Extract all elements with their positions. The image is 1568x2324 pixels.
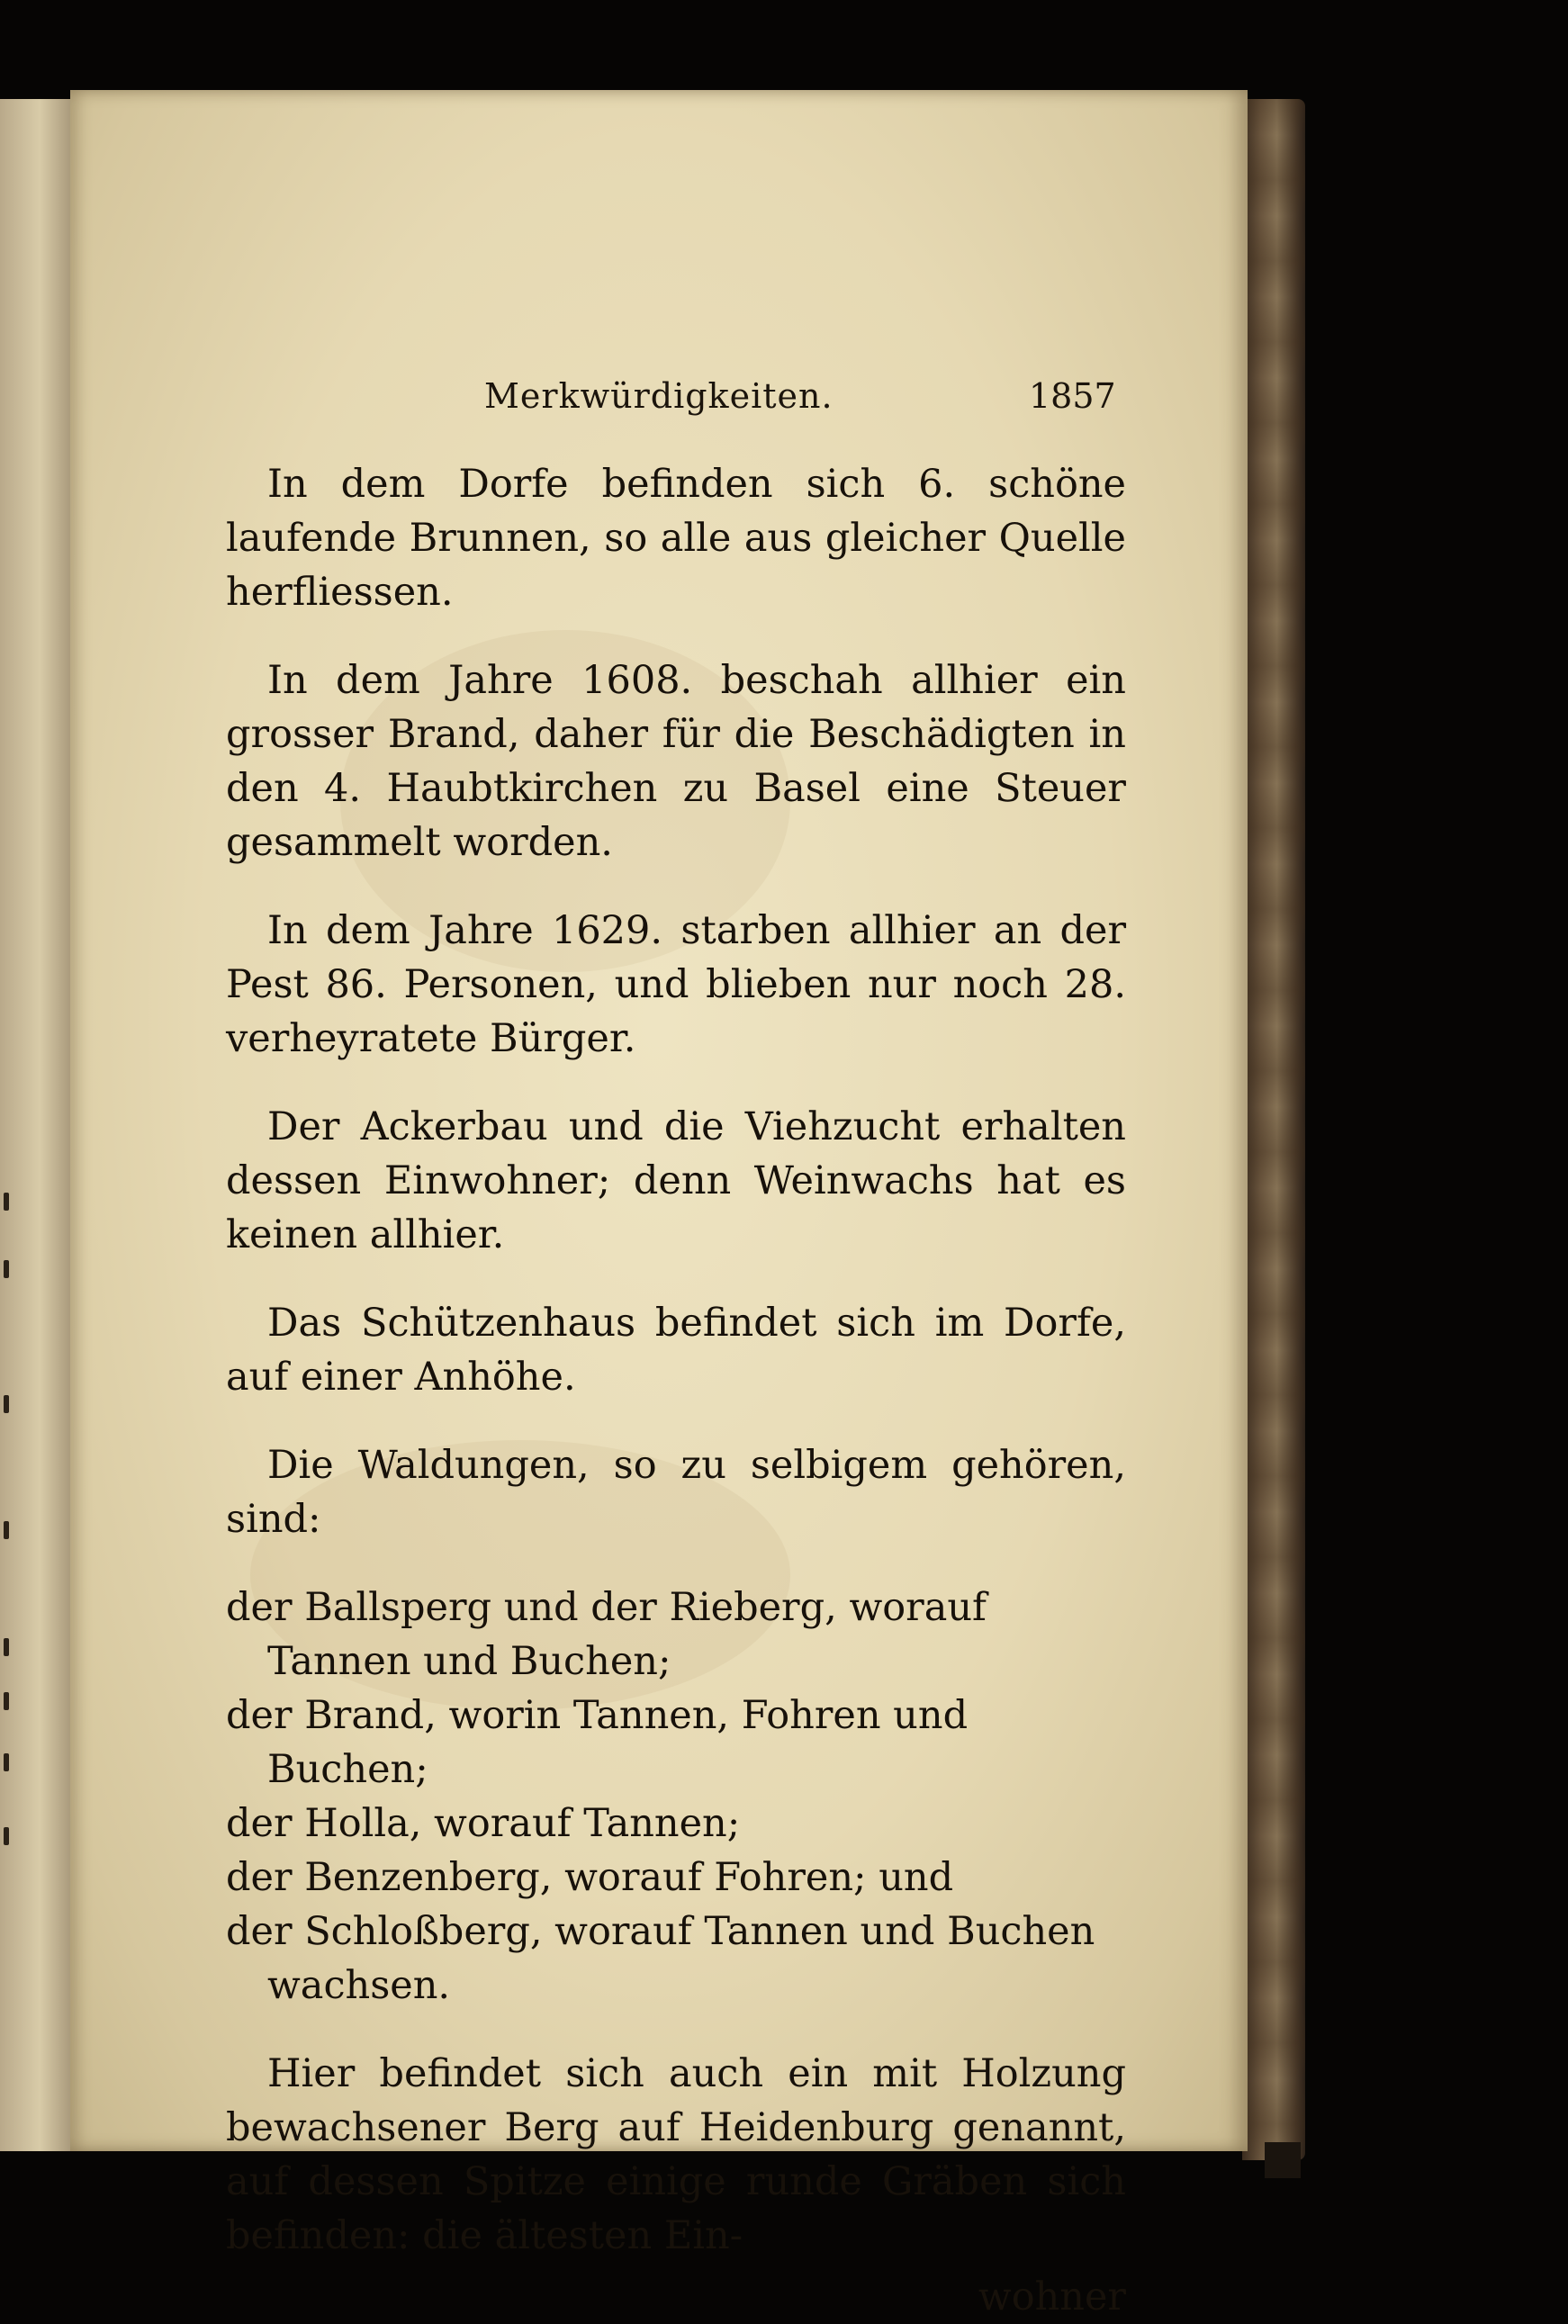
ink-mark [4, 1827, 9, 1845]
book-binding [1242, 99, 1305, 2160]
ink-mark [4, 1260, 9, 1278]
paragraph-plague-1629: In dem Jahre 1629. starben allhier an der Pest 86. Personen, und blieben nur noch 28. verheyratete Bürger. [226, 908, 1126, 1061]
ink-mark [4, 1753, 9, 1771]
paragraph-forests-intro: Die Waldungen, so zu selbigem gehören, sind: [226, 1443, 1126, 1542]
ink-mark [4, 1395, 9, 1413]
ink-mark [4, 1638, 9, 1656]
running-title: Merkwürdigkeiten. [484, 376, 834, 416]
forest-item: der Holla, worauf Tannen; [226, 1801, 741, 1846]
catchword: wohner [978, 2274, 1126, 2319]
body-text [226, 457, 1126, 2324]
paragraph-agriculture: Der Ackerbau und die Viehzucht erhalten dessen Einwohner; denn Weinwachs hat es keinen allhier. [226, 1104, 1126, 1257]
page-number: 1857 [1029, 376, 1116, 416]
previous-page-edge [0, 99, 72, 2151]
forest-item: der Schloßberg, worauf Tannen und Buchen wachsen. [226, 1909, 1095, 2008]
binding-corner [1265, 2142, 1301, 2178]
ink-mark [4, 1692, 9, 1710]
forest-item: der Ballsperg und der Rieberg, worauf Tannen und Buchen; [226, 1585, 987, 1684]
ink-mark [4, 1521, 9, 1539]
forest-item: der Benzenberg, worauf Fohren; und [226, 1855, 954, 1900]
book-page [70, 90, 1248, 2319]
paragraph-shooting-house: Das Schützenhaus befindet sich im Dorfe, auf einer Anhöhe. [226, 1301, 1126, 1400]
paragraph-fountains: In dem Dorfe befinden sich 6. schöne laufende Brunnen, so alle aus gleicher Quelle herfliessen. [226, 462, 1126, 615]
paragraph-heidenburg: Hier befindet sich auch ein mit Holzung bewachsener Berg auf Heidenburg genannt, auf dessen Spitze einige runde Gräben sich befinden: die ältesten Ein- [226, 2051, 1126, 2258]
paragraph-fire-1608: In dem Jahre 1608. beschah allhier ein grosser Brand, daher für die Beschädigten in den 4. Haubtkirchen zu Basel eine Steuer gesammelt worden. [226, 658, 1126, 865]
catchword-line [226, 2270, 1126, 2324]
forest-item: der Brand, worin Tannen, Fohren und Buchen; [226, 1693, 969, 1792]
forest-list [226, 1581, 1126, 2013]
ink-mark [4, 1193, 9, 1211]
